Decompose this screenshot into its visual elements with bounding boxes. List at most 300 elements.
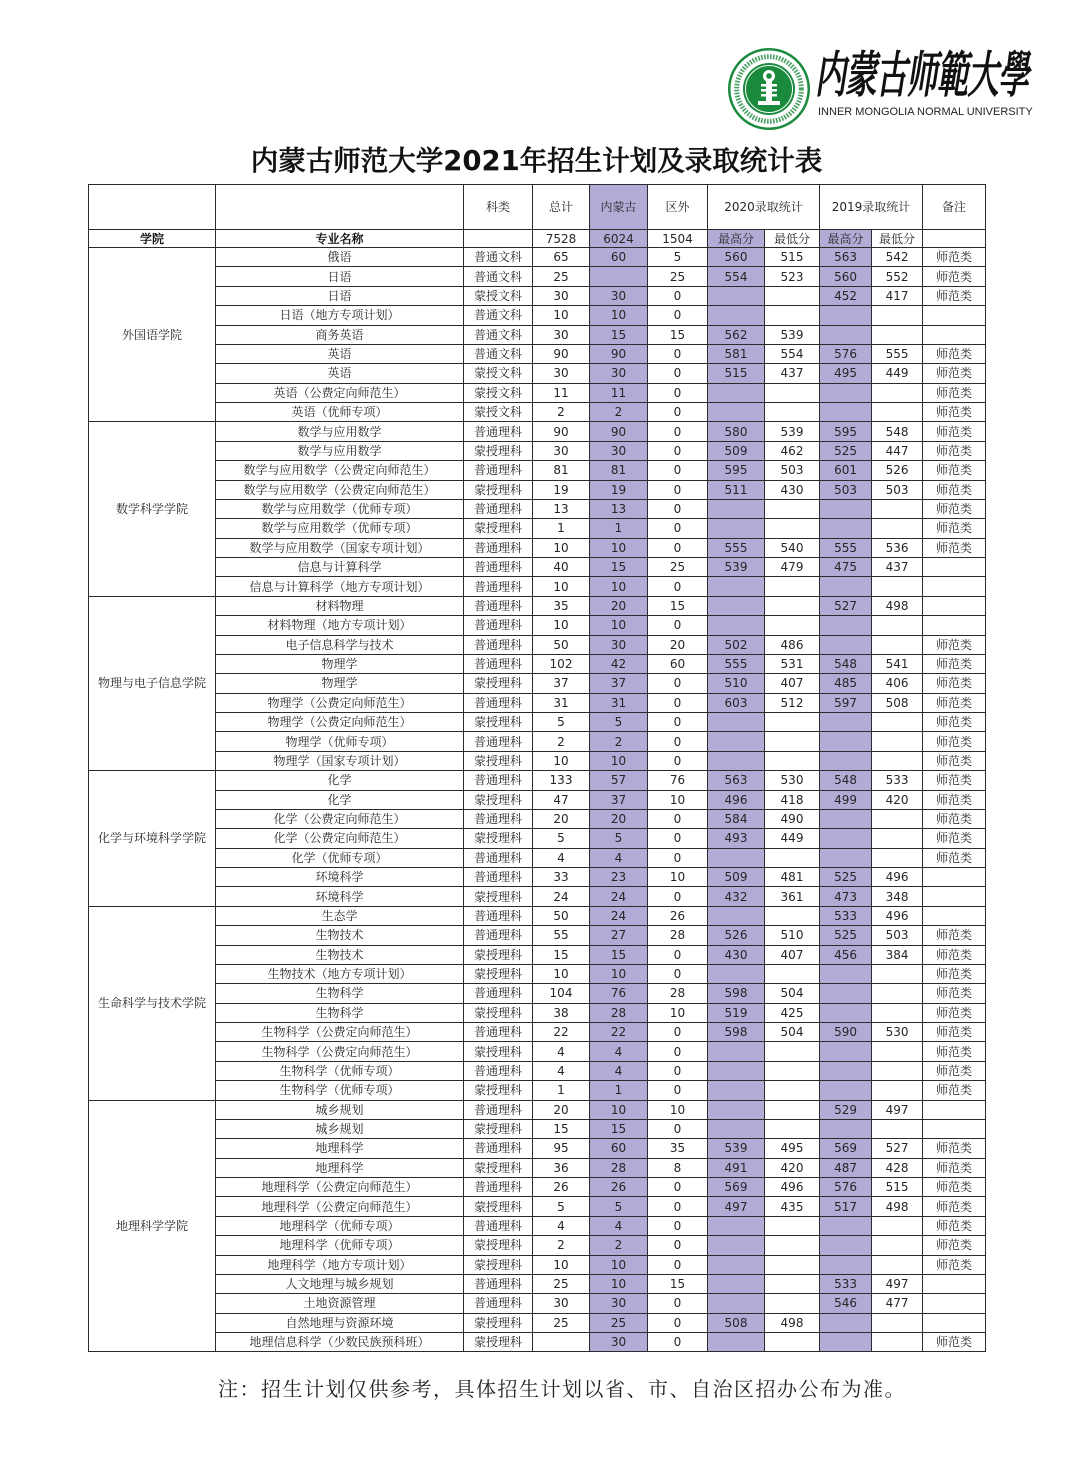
header-min-2020: 最低分: [765, 230, 820, 248]
note-cell: 师范类: [923, 1197, 986, 1216]
max-2019-cell: 495: [820, 364, 872, 383]
min-2019-cell: [872, 809, 923, 828]
note-cell: 师范类: [923, 1255, 986, 1274]
outside-cell: 20: [648, 635, 708, 654]
total-cell: 20: [533, 1100, 590, 1119]
outside-cell: 10: [648, 1100, 708, 1119]
outside-cell: 28: [648, 926, 708, 945]
total-cell: 11: [533, 383, 590, 402]
min-2020-cell: 539: [765, 422, 820, 441]
min-2019-cell: [872, 829, 923, 848]
inner-mongolia-cell: 10: [590, 1100, 648, 1119]
category-cell: 蒙授理科: [464, 480, 533, 499]
category-cell: 普通文科: [464, 267, 533, 286]
total-cell: 10: [533, 751, 590, 770]
category-cell: 蒙授理科: [464, 829, 533, 848]
max-2019-cell: [820, 635, 872, 654]
major-cell: 俄语: [216, 248, 464, 267]
table-row: [89, 1313, 986, 1332]
outside-cell: 0: [648, 616, 708, 635]
inner-mongolia-cell: 1: [590, 519, 648, 538]
category-cell: 普通理科: [464, 848, 533, 867]
min-2020-cell: [765, 848, 820, 867]
table-row: [89, 809, 986, 828]
category-cell: 普通理科: [464, 771, 533, 790]
max-2020-cell: 510: [708, 674, 765, 693]
note-cell: 师范类: [923, 248, 986, 267]
category-cell: 蒙授理科: [464, 1333, 533, 1352]
max-2020-cell: 603: [708, 693, 765, 712]
max-2019-cell: 525: [820, 441, 872, 460]
major-cell: 数学与应用数学（优师专项）: [216, 499, 464, 518]
min-2019-cell: [872, 1236, 923, 1255]
max-2019-cell: [820, 829, 872, 848]
major-cell: 日语: [216, 286, 464, 305]
min-2019-cell: 536: [872, 538, 923, 557]
header-row-2: [89, 230, 986, 248]
max-2019-cell: [820, 984, 872, 1003]
inner-mongolia-cell: 15: [590, 558, 648, 577]
outside-cell: 10: [648, 868, 708, 887]
footnote: 注：招生计划仅供参考，具体招生计划以省、市、自治区招办公布为准。: [218, 1377, 906, 1401]
total-cell: 10: [533, 964, 590, 983]
min-2020-cell: 530: [765, 771, 820, 790]
max-2020-cell: [708, 577, 765, 596]
college-cell: 地理科学学院: [89, 1100, 216, 1352]
note-cell: 师范类: [923, 364, 986, 383]
major-cell: 生物科学（公费定向师范生）: [216, 1042, 464, 1061]
category-cell: 普通理科: [464, 1100, 533, 1119]
category-cell: 普通文科: [464, 306, 533, 325]
min-2020-cell: 420: [765, 1158, 820, 1177]
major-cell: 生物技术（地方专项计划）: [216, 964, 464, 983]
inner-mongolia-cell: 31: [590, 693, 648, 712]
min-2019-cell: 552: [872, 267, 923, 286]
total-cell: 4: [533, 1061, 590, 1080]
outside-cell: 15: [648, 596, 708, 615]
total-cell: 50: [533, 635, 590, 654]
max-2019-cell: 595: [820, 422, 872, 441]
major-cell: 英语（优师专项）: [216, 403, 464, 422]
min-2020-cell: 504: [765, 984, 820, 1003]
inner-mongolia-cell: 10: [590, 964, 648, 983]
inner-mongolia-cell: 90: [590, 422, 648, 441]
total-cell: 30: [533, 441, 590, 460]
category-cell: 蒙授文科: [464, 364, 533, 383]
major-cell: 日语: [216, 267, 464, 286]
table-row: [89, 984, 986, 1003]
inner-mongolia-cell: 30: [590, 635, 648, 654]
table-row: [89, 461, 986, 480]
table-row: [89, 1139, 986, 1158]
outside-cell: 0: [648, 848, 708, 867]
category-cell: 普通文科: [464, 248, 533, 267]
max-2019-cell: [820, 1313, 872, 1332]
table-row: [89, 674, 986, 693]
table-row: [89, 286, 986, 305]
logo-calligraphy: 内蒙古师範大學: [815, 47, 1029, 105]
major-cell: 土地资源管理: [216, 1294, 464, 1313]
inner-mongolia-cell: 19: [590, 480, 648, 499]
min-2019-cell: 541: [872, 654, 923, 673]
max-2019-cell: 517: [820, 1197, 872, 1216]
min-2019-cell: 449: [872, 364, 923, 383]
max-2020-cell: 508: [708, 1313, 765, 1332]
major-cell: 数学与应用数学（国家专项计划）: [216, 538, 464, 557]
min-2019-cell: [872, 984, 923, 1003]
college-cell: 物理与电子信息学院: [89, 596, 216, 770]
major-cell: 地理科学（优师专项）: [216, 1216, 464, 1235]
major-cell: 地理科学（公费定向师范生）: [216, 1178, 464, 1197]
category-cell: 蒙授理科: [464, 1236, 533, 1255]
note-cell: 师范类: [923, 1139, 986, 1158]
note-cell: 师范类: [923, 1081, 986, 1100]
outside-cell: 10: [648, 790, 708, 809]
max-2019-cell: 548: [820, 654, 872, 673]
inner-mongolia-cell: 10: [590, 751, 648, 770]
note-cell: 师范类: [923, 964, 986, 983]
total-cell: 10: [533, 577, 590, 596]
total-cell: 30: [533, 1294, 590, 1313]
major-cell: 城乡规划: [216, 1119, 464, 1138]
major-cell: 信息与计算科学: [216, 558, 464, 577]
table-row: [89, 248, 986, 267]
note-cell: 师范类: [923, 441, 986, 460]
total-cell: 95: [533, 1139, 590, 1158]
min-2019-cell: [872, 1255, 923, 1274]
header-outside: 区外: [648, 185, 708, 230]
min-2020-cell: [765, 596, 820, 615]
major-cell: 英语: [216, 344, 464, 363]
table-row: [89, 1216, 986, 1235]
min-2019-cell: [872, 1333, 923, 1352]
major-cell: 地理科学（优师专项）: [216, 1236, 464, 1255]
min-2019-cell: 477: [872, 1294, 923, 1313]
inner-mongolia-cell: 2: [590, 1236, 648, 1255]
inner-mongolia-cell: 15: [590, 945, 648, 964]
inner-mongolia-cell: 30: [590, 441, 648, 460]
category-cell: 普通理科: [464, 1023, 533, 1042]
note-cell: [923, 616, 986, 635]
max-2020-cell: 519: [708, 1003, 765, 1022]
min-2020-cell: 425: [765, 1003, 820, 1022]
table-row: [89, 887, 986, 906]
total-cell: 47: [533, 790, 590, 809]
inner-mongolia-cell: 20: [590, 596, 648, 615]
table-row: [89, 596, 986, 615]
table-row: [89, 364, 986, 383]
max-2019-cell: [820, 713, 872, 732]
note-cell: 师范类: [923, 926, 986, 945]
major-cell: 信息与计算科学（地方专项计划）: [216, 577, 464, 596]
inner-mongolia-cell: 2: [590, 403, 648, 422]
min-2020-cell: [765, 732, 820, 751]
total-cell: 2: [533, 403, 590, 422]
note-cell: [923, 906, 986, 925]
max-2019-cell: 533: [820, 906, 872, 925]
table-row: [89, 480, 986, 499]
max-2019-cell: 529: [820, 1100, 872, 1119]
total-cell: 22: [533, 1023, 590, 1042]
major-cell: 生态学: [216, 906, 464, 925]
major-cell: 自然地理与资源环境: [216, 1313, 464, 1332]
min-2019-cell: 503: [872, 926, 923, 945]
total-cell: 20: [533, 809, 590, 828]
min-2020-cell: 407: [765, 674, 820, 693]
major-cell: 物理学（优师专项）: [216, 732, 464, 751]
max-2019-cell: 576: [820, 344, 872, 363]
outside-cell: 0: [648, 1081, 708, 1100]
category-cell: 普通理科: [464, 1274, 533, 1293]
inner-mongolia-cell: 4: [590, 1216, 648, 1235]
outside-cell: 0: [648, 751, 708, 770]
min-2019-cell: 498: [872, 1197, 923, 1216]
max-2020-cell: 581: [708, 344, 765, 363]
max-2019-cell: [820, 1216, 872, 1235]
max-2019-cell: [820, 499, 872, 518]
max-2020-cell: 432: [708, 887, 765, 906]
header-major: 专业名称: [216, 230, 464, 248]
note-cell: 师范类: [923, 383, 986, 402]
total-cell: 15: [533, 945, 590, 964]
min-2019-cell: 548: [872, 422, 923, 441]
min-2020-cell: 449: [765, 829, 820, 848]
min-2019-cell: 420: [872, 790, 923, 809]
inner-mongolia-cell: 20: [590, 809, 648, 828]
note-cell: 师范类: [923, 848, 986, 867]
max-2019-cell: [820, 616, 872, 635]
total-cell: 4: [533, 1042, 590, 1061]
max-2020-cell: [708, 286, 765, 305]
min-2020-cell: 504: [765, 1023, 820, 1042]
min-2020-cell: [765, 1081, 820, 1100]
table-row: [89, 945, 986, 964]
category-cell: 普通理科: [464, 422, 533, 441]
min-2020-cell: [765, 1236, 820, 1255]
category-cell: 普通理科: [464, 906, 533, 925]
inner-mongolia-cell: 30: [590, 364, 648, 383]
inner-mongolia-cell: 13: [590, 499, 648, 518]
max-2019-cell: [820, 325, 872, 344]
note-cell: [923, 1313, 986, 1332]
major-cell: 生物技术: [216, 926, 464, 945]
min-2019-cell: 437: [872, 558, 923, 577]
note-cell: [923, 1274, 986, 1293]
min-2019-cell: 527: [872, 1139, 923, 1158]
total-cell: 2: [533, 732, 590, 751]
max-2020-cell: [708, 1119, 765, 1138]
max-2019-cell: 546: [820, 1294, 872, 1313]
min-2020-cell: [765, 616, 820, 635]
category-cell: 蒙授理科: [464, 1003, 533, 1022]
major-cell: 化学（公费定向师范生）: [216, 809, 464, 828]
outside-cell: 35: [648, 1139, 708, 1158]
max-2020-cell: 562: [708, 325, 765, 344]
min-2020-cell: 515: [765, 248, 820, 267]
total-cell: 81: [533, 461, 590, 480]
max-2020-cell: [708, 906, 765, 925]
min-2019-cell: [872, 732, 923, 751]
major-cell: 物理学（公费定向师范生）: [216, 693, 464, 712]
category-cell: 普通理科: [464, 926, 533, 945]
outside-cell: 0: [648, 422, 708, 441]
max-2019-cell: [820, 403, 872, 422]
category-cell: 蒙授理科: [464, 887, 533, 906]
category-cell: 普通理科: [464, 984, 533, 1003]
total-cell: 90: [533, 344, 590, 363]
major-cell: 化学: [216, 771, 464, 790]
max-2019-cell: 473: [820, 887, 872, 906]
total-cell: [533, 1333, 590, 1352]
category-cell: 普通理科: [464, 1178, 533, 1197]
note-cell: 师范类: [923, 635, 986, 654]
table-row: [89, 538, 986, 557]
outside-cell: 0: [648, 945, 708, 964]
table-row: [89, 906, 986, 925]
outside-cell: 0: [648, 1216, 708, 1235]
page-title: 内蒙古师范大学2021年招生计划及录取统计表: [250, 145, 823, 177]
note-cell: 师范类: [923, 538, 986, 557]
major-cell: 生物技术: [216, 945, 464, 964]
major-cell: 环境科学: [216, 887, 464, 906]
note-cell: 师范类: [923, 1042, 986, 1061]
max-2020-cell: [708, 306, 765, 325]
outside-cell: 0: [648, 1061, 708, 1080]
header-note-blank: [923, 230, 986, 248]
inner-mongolia-cell: 2: [590, 732, 648, 751]
college-cell: 外国语学院: [89, 248, 216, 422]
max-2020-cell: 539: [708, 558, 765, 577]
outside-cell: 0: [648, 1119, 708, 1138]
note-cell: [923, 1100, 986, 1119]
min-2020-cell: [765, 286, 820, 305]
inner-mongolia-cell: 15: [590, 1119, 648, 1138]
table-row: [89, 1178, 986, 1197]
total-cell: 10: [533, 1255, 590, 1274]
outside-cell: 0: [648, 577, 708, 596]
category-cell: 蒙授文科: [464, 383, 533, 402]
total-cell: 30: [533, 286, 590, 305]
major-cell: 化学（优师专项）: [216, 848, 464, 867]
note-cell: [923, 1119, 986, 1138]
min-2019-cell: 417: [872, 286, 923, 305]
header-row-1: [89, 185, 986, 230]
category-cell: 普通理科: [464, 1294, 533, 1313]
min-2020-cell: [765, 1100, 820, 1119]
max-2020-cell: 554: [708, 267, 765, 286]
category-cell: 蒙授理科: [464, 1313, 533, 1332]
table-row: [89, 499, 986, 518]
major-cell: 环境科学: [216, 868, 464, 887]
outside-cell: 26: [648, 906, 708, 925]
min-2020-cell: [765, 519, 820, 538]
max-2020-cell: 580: [708, 422, 765, 441]
category-cell: 普通理科: [464, 616, 533, 635]
note-cell: [923, 596, 986, 615]
max-2020-cell: 555: [708, 538, 765, 557]
category-cell: 蒙授理科: [464, 751, 533, 770]
major-cell: 生物科学（优师专项）: [216, 1061, 464, 1080]
table-row: [89, 732, 986, 751]
min-2020-cell: 430: [765, 480, 820, 499]
max-2019-cell: [820, 1042, 872, 1061]
outside-cell: 28: [648, 984, 708, 1003]
college-cell: 生命科学与技术学院: [89, 906, 216, 1100]
table-row: [89, 713, 986, 732]
note-cell: 师范类: [923, 751, 986, 770]
total-cell: 25: [533, 267, 590, 286]
table-row: [89, 422, 986, 441]
max-2020-cell: [708, 1042, 765, 1061]
max-2019-cell: 485: [820, 674, 872, 693]
max-2020-cell: 563: [708, 771, 765, 790]
outside-sum: 1504: [648, 230, 708, 248]
note-cell: 师范类: [923, 829, 986, 848]
max-2020-cell: 584: [708, 809, 765, 828]
min-2020-cell: 554: [765, 344, 820, 363]
outside-cell: 0: [648, 1197, 708, 1216]
note-cell: 师范类: [923, 422, 986, 441]
category-cell: 普通理科: [464, 499, 533, 518]
note-cell: [923, 887, 986, 906]
min-2020-cell: 539: [765, 325, 820, 344]
header-2019-stats: 2019录取统计: [820, 185, 923, 230]
max-2019-cell: [820, 1061, 872, 1080]
inner-mongolia-cell: 4: [590, 848, 648, 867]
min-2019-cell: 498: [872, 596, 923, 615]
min-2019-cell: 497: [872, 1274, 923, 1293]
major-cell: 城乡规划: [216, 1100, 464, 1119]
outside-cell: 0: [648, 1294, 708, 1313]
max-2019-cell: [820, 809, 872, 828]
category-cell: 蒙授文科: [464, 403, 533, 422]
college-cell: 化学与环境科学学院: [89, 771, 216, 907]
max-2019-cell: 601: [820, 461, 872, 480]
table-row: [89, 654, 986, 673]
max-2020-cell: 598: [708, 984, 765, 1003]
max-2019-cell: [820, 848, 872, 867]
major-cell: 地理科学: [216, 1158, 464, 1177]
inner-mongolia-cell: 10: [590, 1255, 648, 1274]
max-2020-cell: [708, 732, 765, 751]
outside-cell: 0: [648, 964, 708, 983]
max-2019-cell: 533: [820, 1274, 872, 1293]
min-2019-cell: [872, 403, 923, 422]
min-2019-cell: 503: [872, 480, 923, 499]
min-2020-cell: 486: [765, 635, 820, 654]
max-2020-cell: [708, 1100, 765, 1119]
inner-mongolia-cell: 60: [590, 248, 648, 267]
major-cell: 地理科学（地方专项计划）: [216, 1255, 464, 1274]
note-cell: 师范类: [923, 499, 986, 518]
min-2019-cell: [872, 635, 923, 654]
min-2019-cell: 508: [872, 693, 923, 712]
category-cell: 蒙授理科: [464, 790, 533, 809]
inner-mongolia-cell: 30: [590, 1333, 648, 1352]
header-total: 总计: [533, 185, 590, 230]
note-cell: 师范类: [923, 945, 986, 964]
max-2020-cell: 497: [708, 1197, 765, 1216]
max-2020-cell: [708, 713, 765, 732]
inner-mongolia-cell: 11: [590, 383, 648, 402]
max-2019-cell: [820, 1333, 872, 1352]
total-cell: 5: [533, 713, 590, 732]
max-2019-cell: 487: [820, 1158, 872, 1177]
category-cell: 蒙授理科: [464, 945, 533, 964]
category-cell: 普通理科: [464, 809, 533, 828]
outside-cell: 0: [648, 674, 708, 693]
max-2019-cell: [820, 519, 872, 538]
